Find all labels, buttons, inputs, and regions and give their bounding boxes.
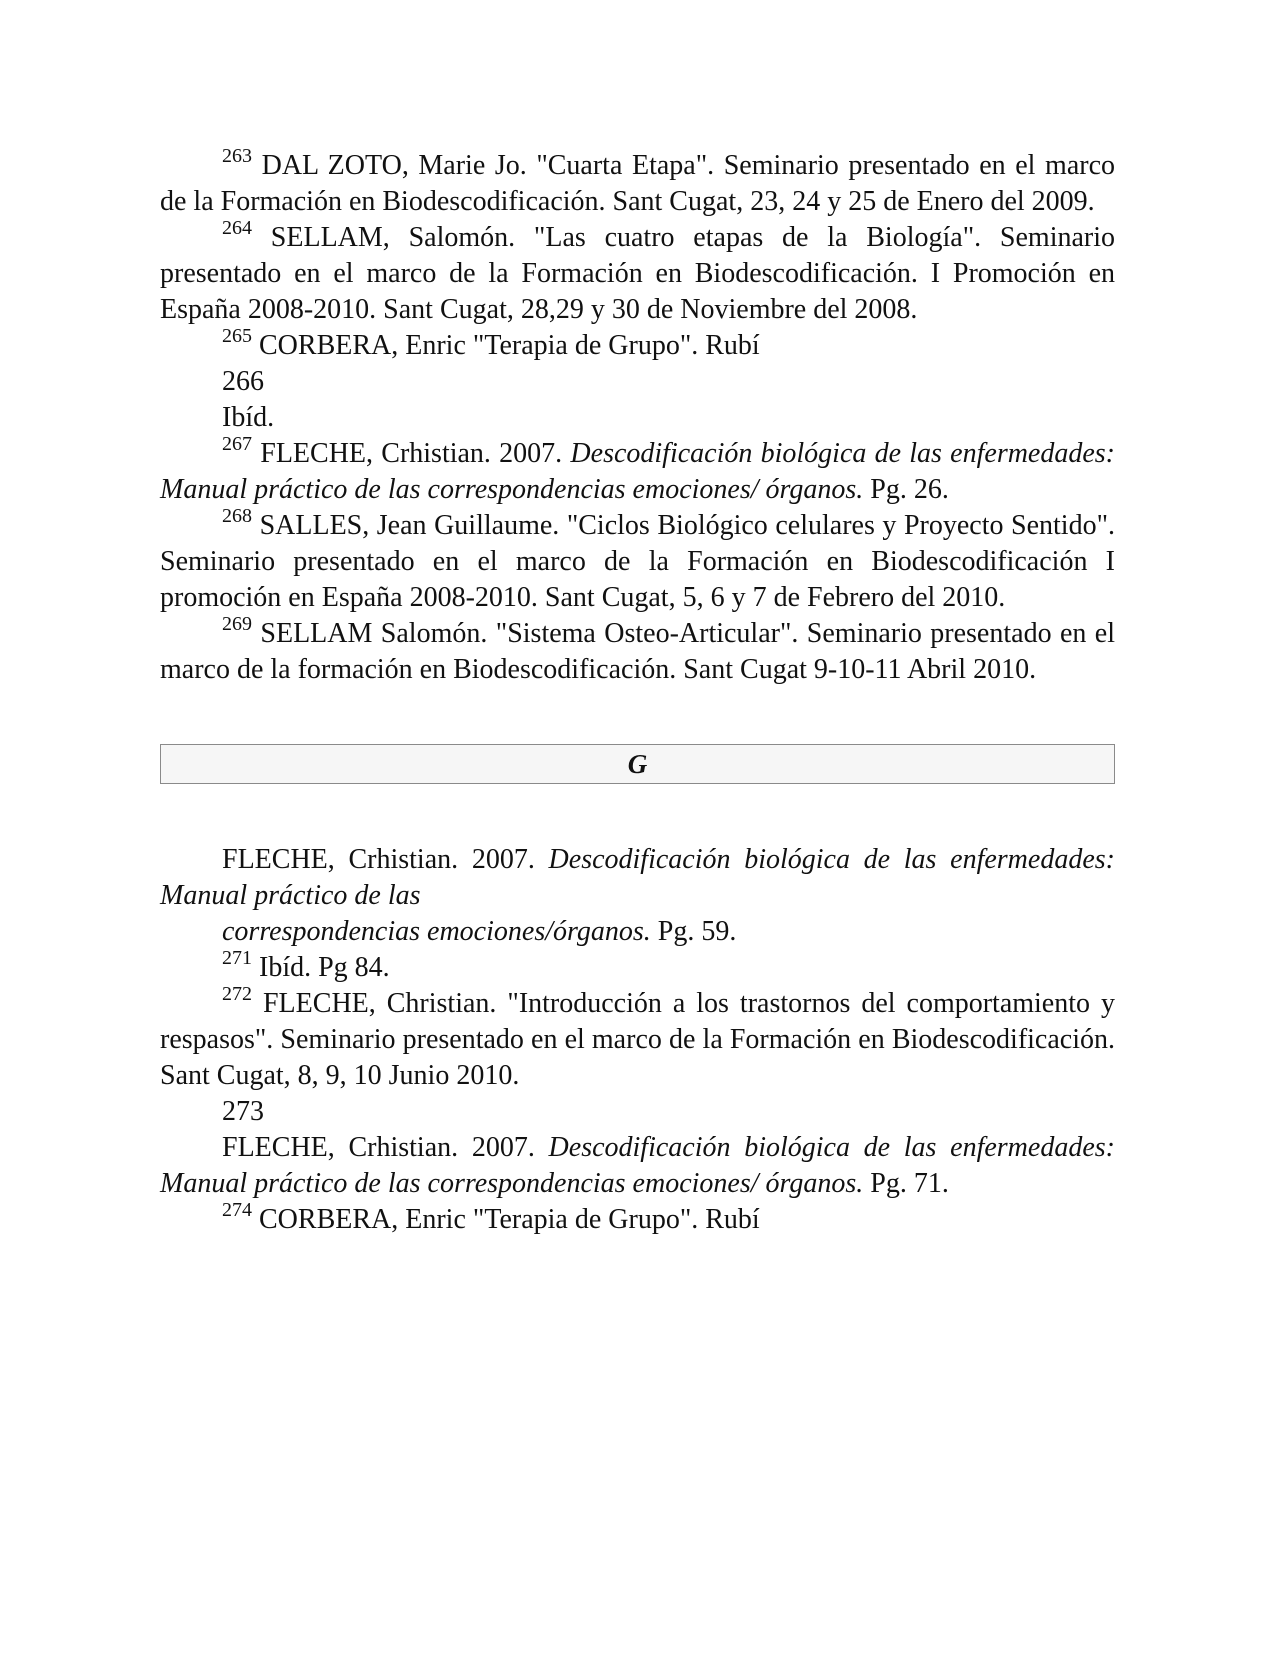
footnote-269 — [160, 612, 1115, 688]
section-header-label: G — [627, 749, 648, 779]
footnote-number: 267 — [222, 432, 252, 455]
footnote-text: CORBERA, Enric "Terapia de Grupo". Rubí — [259, 330, 760, 361]
footnote-270-continuation — [160, 914, 1115, 950]
footnote-268 — [160, 504, 1116, 616]
footnote-266-number: 266 — [222, 366, 264, 397]
section-header-g — [160, 744, 1115, 784]
footnote-book-title: Descodificación biológica de las enfermedades: Manual práctico de las correspondencias emociones/ órganos. — [160, 438, 1116, 505]
footnote-book-title-cont: correspondencias emociones/órganos. — [222, 916, 651, 947]
footnote-author: FLECHE, Crhistian. 2007. — [222, 844, 535, 875]
footnote-text: SELLAM, Salomón. "Las cuatro etapas de la Biología". Seminario presentado en el marco de la Formación en Biodescodificación. I Promoción en España 2008-2010. Sant Cugat, 28,29 y 30 de Noviembre del 2008. — [160, 222, 1116, 325]
footnote-267 — [160, 432, 1116, 508]
footnote-text: DAL ZOTO, Marie Jo. "Cuarta Etapa". Seminario presentado en el marco de la Formación en Biodescodificación. Sant Cugat, 23, 24 y 25 de Enero del 2009. — [160, 150, 1116, 217]
footnote-272 — [160, 982, 1115, 1094]
footnote-number: 265 — [222, 324, 252, 347]
footnote-number: 271 — [222, 946, 252, 969]
footnote-text: SALLES, Jean Guillaume. "Ciclos Biológico celulares y Proyecto Sentido". Seminario presentado en el marco de la Formación en Biodescodificación I promoción en España 2008-2010. Sant Cugat, 5, 6 y 7 de Febrero del 2010. — [160, 510, 1116, 613]
footnote-264 — [160, 216, 1116, 328]
footnote-273 — [160, 1130, 1115, 1202]
footnote-page: Pg. 59. — [657, 916, 737, 947]
footnote-271 — [160, 946, 1115, 986]
footnote-book-title: Descodificación biológica de las enfermedades: Manual práctico de las — [160, 844, 1115, 911]
footnote-263 — [160, 144, 1116, 220]
footnote-265 — [160, 324, 1115, 364]
footnote-book-title: Descodificación biológica de las enfermedades: Manual práctico de las correspondencias emociones/ órganos. — [160, 1132, 1115, 1199]
footnote-266-text: Ibíd. — [222, 402, 275, 433]
footnote-text: Ibíd. Pg 84. — [259, 952, 390, 983]
footnote-page: Pg. 26. — [870, 474, 949, 505]
footnote-270 — [160, 842, 1115, 914]
footnote-page: Pg. 71. — [870, 1168, 949, 1199]
footnote-number: 263 — [222, 144, 252, 167]
footnote-number: 269 — [222, 612, 252, 635]
footnote-273-number: 273 — [222, 1096, 264, 1127]
footnote-number: 272 — [222, 982, 252, 1005]
footnote-274 — [160, 1198, 1115, 1238]
footnote-author: FLECHE, Crhistian. 2007. — [222, 1132, 535, 1163]
footnote-author: FLECHE, Crhistian. 2007. — [260, 438, 563, 469]
footnote-number: 268 — [222, 504, 252, 527]
footnote-text: FLECHE, Christian. "Introducción a los trastornos del comportamiento y respasos". Seminario presentado en el marco de la Formación en Biodescodificación. Sant Cugat, 8, 9, 10 Junio 2010. — [160, 988, 1115, 1091]
footnote-text: CORBERA, Enric "Terapia de Grupo". Rubí — [259, 1204, 760, 1235]
footnote-number: 264 — [222, 216, 252, 239]
footnote-number: 274 — [222, 1198, 252, 1221]
footnote-text: SELLAM Salomón. "Sistema Osteo-Articular". Seminario presentado en el marco de la formación en Biodescodificación. Sant Cugat 9-10-11 Abril 2010. — [160, 618, 1115, 685]
document-page — [160, 144, 1116, 1238]
